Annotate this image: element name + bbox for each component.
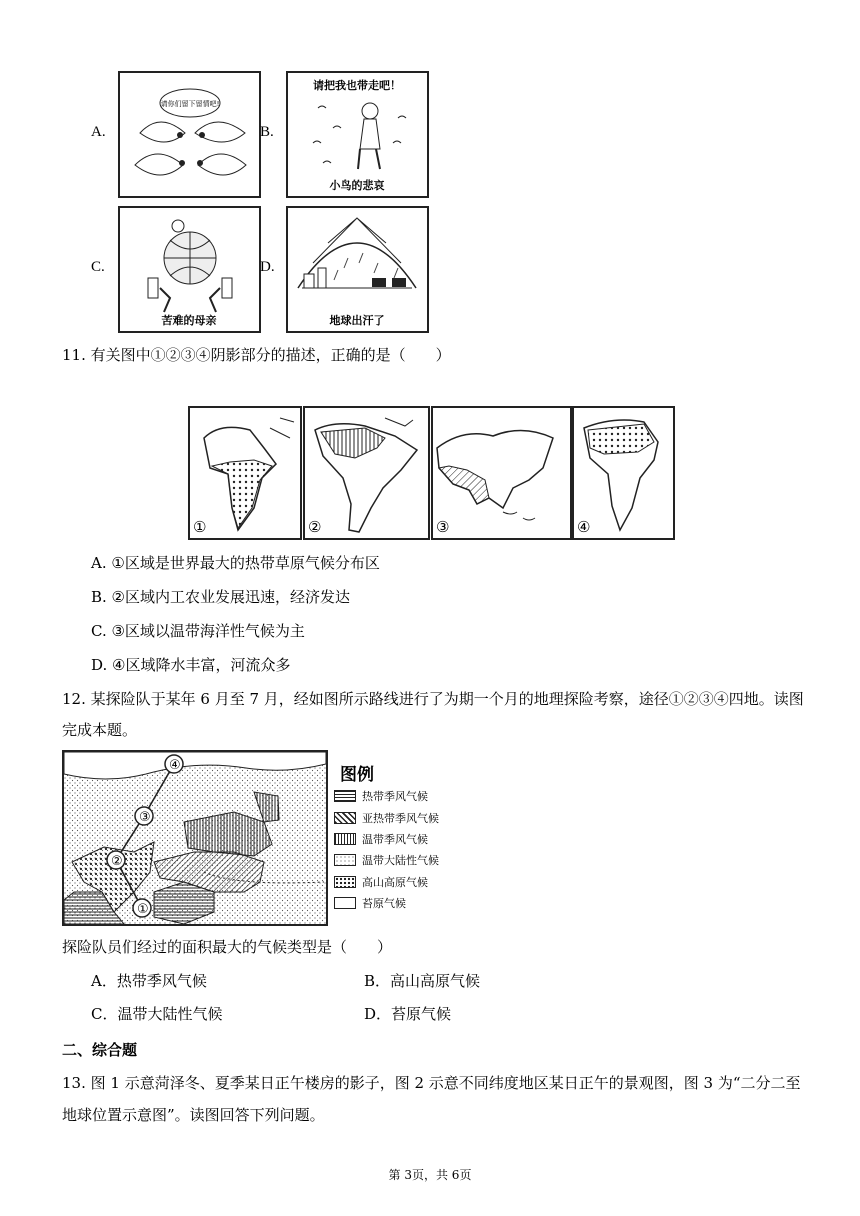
legend-swatch-subtropical-monsoon [334, 812, 356, 824]
q11-stem: 11. 有关图中①②③④阴影部分的描述，正确的是（ ） [62, 346, 451, 364]
option-b-cartoon [286, 71, 429, 198]
legend-swatch-tundra [334, 897, 356, 909]
legend-item-temperate-continental [334, 853, 439, 867]
legend-label-temperate-monsoon: 温带季风气候 [362, 833, 428, 846]
q11-map-1 [188, 406, 302, 540]
q12-question: 探险队员们经过的面积最大的气候类型是（ ） [62, 938, 393, 956]
legend-item-temperate-monsoon [334, 832, 428, 846]
option-a-label: A. [91, 124, 106, 140]
q11-map-4 [572, 406, 675, 540]
option-d-caption: 地球出汗了 [329, 314, 385, 327]
q11-option-a: A. ①区域是世界最大的热带草原气候分布区 [91, 554, 380, 572]
q11-option-b: B. ②区域内工农业发展迅速，经济发达 [91, 588, 351, 606]
option-c-label: C. [91, 259, 105, 275]
q12-map-point-4: ④ [169, 758, 181, 773]
q11-option-c: C. ③区域以温带海洋性气候为主 [91, 622, 305, 640]
q12-option-a: A．热带季风气候 [91, 972, 207, 990]
legend-swatch-temperate-monsoon [334, 833, 356, 845]
option-b-header: 请把我也带走吧！ [313, 79, 401, 92]
legend-item-tundra [334, 896, 406, 910]
legend-swatch-temperate-continental [334, 854, 356, 866]
option-d-label: D. [260, 259, 275, 275]
q12-map-point-2: ② [111, 854, 123, 869]
q12-stem-line1: 12. 某探险队于某年 6 月至 7 月，经如图所示路线进行了为期一个月的地理探险考察，途径①②③④四地。读图 [62, 690, 804, 708]
q12-map-point-1: ① [137, 902, 149, 917]
q12-stem-line2: 完成本题。 [62, 721, 138, 739]
legend-swatch-tropical-monsoon [334, 790, 356, 802]
q11-map-1-label: ① [193, 518, 207, 536]
q11-map-3-label: ③ [436, 518, 450, 536]
legend-label-temperate-continental: 温带大陆性气候 [362, 854, 439, 867]
page-footer: 第 3页，共 6页 [388, 1168, 472, 1182]
legend-item-highland [334, 875, 428, 889]
option-c-cartoon [118, 206, 261, 333]
option-b-caption: 小鸟的悲哀 [329, 179, 385, 192]
legend-label-tropical-monsoon: 热带季风气候 [362, 790, 428, 803]
q11-map-4-label: ④ [577, 518, 591, 536]
section-title: 二、综合题 [62, 1041, 138, 1059]
q12-option-d: D．苔原气候 [364, 1005, 452, 1023]
option-a-cartoon [118, 71, 261, 198]
q11-option-d: D. ④区域降水丰富，河流众多 [91, 656, 291, 674]
q12-option-b: B．高山高原气候 [364, 972, 481, 990]
q12-legend-title: 图例 [340, 765, 374, 785]
option-c-caption: 苦难的母亲 [161, 314, 217, 327]
legend-label-subtropical-monsoon: 亚热带季风气候 [362, 812, 439, 825]
option-b-label: B. [260, 124, 274, 140]
q13-line2: 地球位置示意图”。读图回答下列问题。 [62, 1106, 325, 1124]
q11-map-2 [303, 406, 430, 540]
legend-swatch-highland [334, 876, 356, 888]
q11-map-2-label: ② [308, 518, 322, 536]
q12-option-c: C．温带大陆性气候 [91, 1005, 223, 1023]
legend-label-tundra: 苔原气候 [362, 897, 406, 910]
option-a-bubble-text: 请你们留下留情吧! [160, 100, 220, 108]
legend-item-tropical-monsoon [334, 789, 428, 803]
q12-map-point-3: ③ [139, 810, 151, 825]
option-d-cartoon [286, 206, 429, 333]
q13-line1: 13. 图 1 示意菏泽冬、夏季某日正午楼房的影子，图 2 示意不同纬度地区某日正午的景观图，图 3 为“二分二至 [62, 1074, 801, 1092]
q11-map-3 [431, 406, 572, 540]
q12-route-map [62, 750, 328, 926]
legend-item-subtropical-monsoon [334, 811, 439, 825]
legend-label-highland: 高山高原气候 [362, 876, 428, 889]
